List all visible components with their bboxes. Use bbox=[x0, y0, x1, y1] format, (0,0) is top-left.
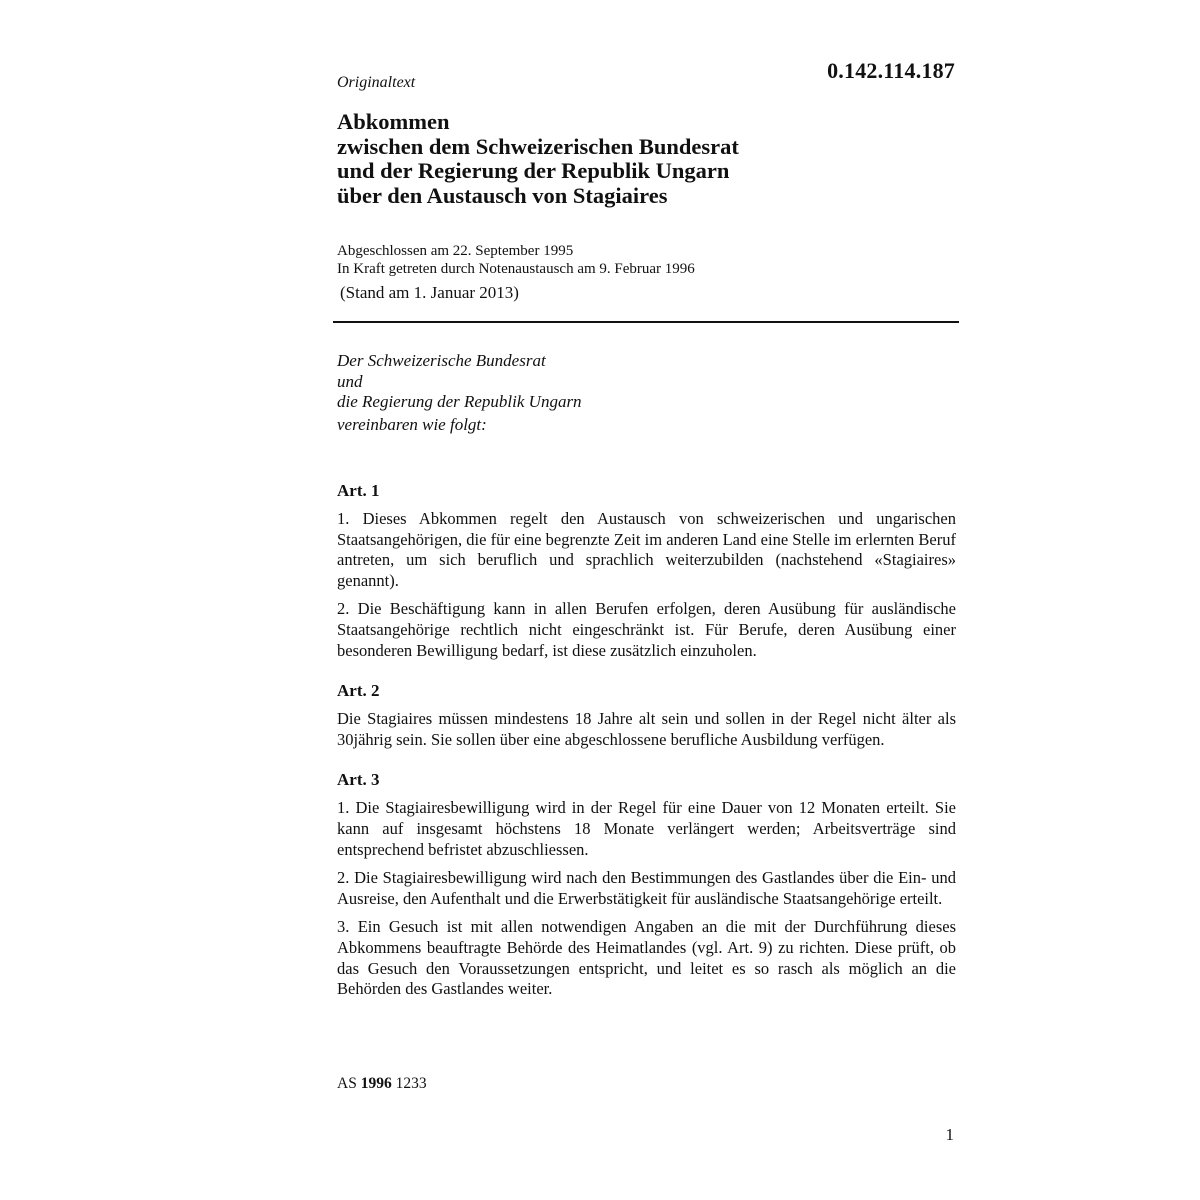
preamble-line: und bbox=[337, 371, 363, 391]
title-line: zwischen dem Schweizerischen Bundesrat bbox=[337, 133, 739, 159]
status-date: (Stand am 1. Januar 2013) bbox=[340, 283, 519, 302]
preamble bbox=[337, 351, 582, 435]
article-heading: Art. 1 bbox=[337, 481, 380, 500]
article-paragraph: 1. Die Stagiairesbewilligung wird in der Regel für eine Dauer von 12 Monaten erteilt. Sie kann auf insgesamt höchstens 18 Monate verlängert werden; Arbeitsverträge sind entsprechend befristet abzuschliessen. bbox=[337, 798, 956, 859]
sr-number: 0.142.114.187 bbox=[827, 58, 955, 83]
article-paragraph: 2. Die Beschäftigung kann in allen Berufen erfolgen, deren Ausübung für ausländische Staatsangehörige rechtlich nicht eingeschränkt ist. Für Berufe, deren Ausübung einer besonderen Bewilligung bedarf, ist diese zusätzlich einzuholen. bbox=[337, 599, 956, 660]
article-paragraph: 3. Ein Gesuch ist mit allen notwendigen Angaben an die mit der Durchführung dieses Abkommens beauftragte Behörde des Heimatlandes (vgl. Art. 9) zu richten. Diese prüft, ob das Gesuch den Voraussetzungen entspricht, und leitet es so rasch als möglich an die Behörden des Gastlandes weiter. bbox=[337, 917, 956, 999]
title-line: und der Regierung der Republik Ungarn bbox=[337, 158, 730, 183]
original-text-label: Originaltext bbox=[337, 74, 416, 91]
article-heading: Art. 2 bbox=[337, 681, 380, 701]
preamble-line: Der Schweizerische Bundesrat bbox=[337, 351, 546, 370]
as-prefix: AS bbox=[337, 1075, 357, 1092]
article-3 bbox=[337, 770, 956, 999]
divider-rule bbox=[333, 321, 959, 323]
article-2 bbox=[337, 681, 956, 750]
article-1 bbox=[337, 481, 956, 661]
page-number: 1 bbox=[945, 1125, 954, 1144]
preamble-line: die Regierung der Republik Ungarn bbox=[337, 392, 582, 411]
concluded-date: Abgeschlossen am 22. September 1995 bbox=[337, 243, 574, 259]
article-paragraph: 1. Dieses Abkommen regelt den Austausch von schweizerischen und ungarischen Staatsangehörigen, die für eine begrenzte Zeit im anderen Land eine Stelle im erlernten Beruf antreten, um sich beruflich und sprachlich weiterzubilden (nachstehend «Stagiaires» genannt). bbox=[337, 509, 956, 590]
article-paragraph: 2. Die Stagiairesbewilligung wird nach den Bestimmungen des Gastlandes über die Ein- und Ausreise, den Aufenthalt und die Erwerbstätigkeit für ausländische Staatsangehörige erteilt. bbox=[337, 868, 956, 908]
title-line: Abkommen bbox=[337, 109, 450, 134]
document-title bbox=[337, 110, 957, 208]
article-heading: Art. 3 bbox=[337, 770, 380, 790]
articles bbox=[337, 481, 956, 1020]
in-force-date: In Kraft getreten durch Notenaustausch am 9. Februar 1996 bbox=[337, 261, 695, 277]
as-year: 1996 bbox=[360, 1075, 392, 1092]
preamble-closing: vereinbaren wie folgt: bbox=[337, 414, 487, 434]
official-collection-reference bbox=[337, 1075, 427, 1093]
article-paragraph: Die Stagiaires müssen mindestens 18 Jahre alt sein und sollen in der Regel nicht älter als 30jährig sein. Sie sollen über eine abgeschlossene berufliche Ausbildung verfügen. bbox=[337, 709, 956, 749]
document-dates bbox=[337, 242, 695, 278]
title-line: über den Austausch von Stagiaires bbox=[337, 182, 668, 208]
as-page: 1233 bbox=[395, 1075, 427, 1092]
